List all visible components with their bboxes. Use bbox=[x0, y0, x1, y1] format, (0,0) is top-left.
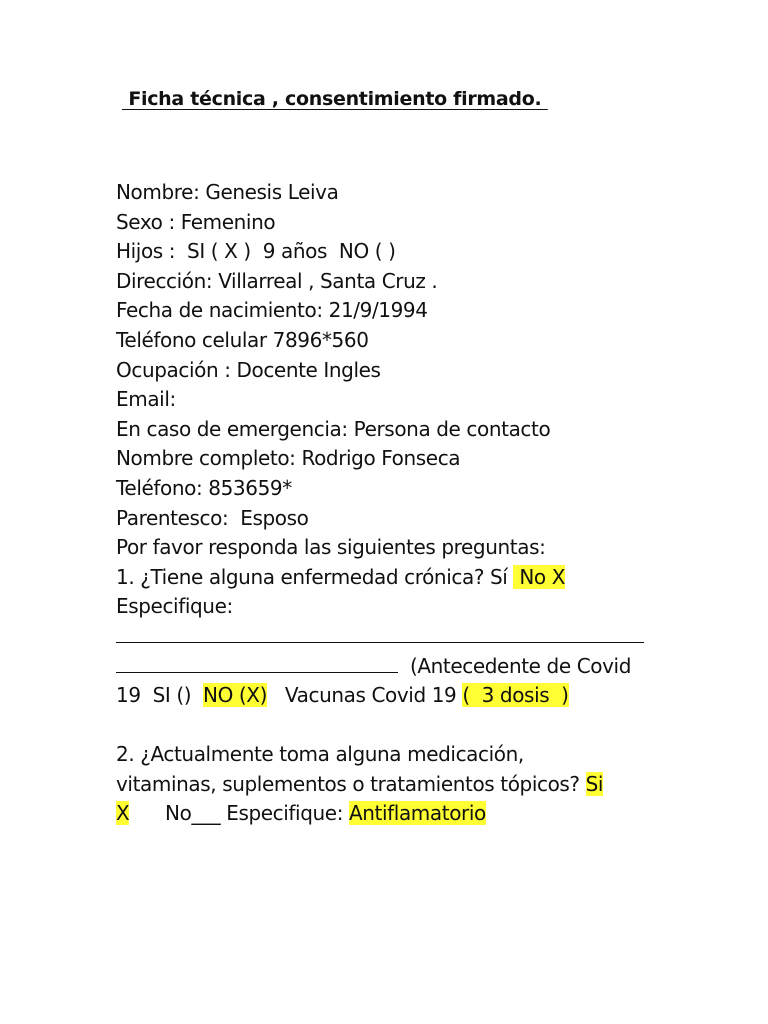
vacunas-answer: ( 3 dosis ) bbox=[462, 683, 569, 708]
field-fecha-nacimiento: Fecha de nacimiento: 21/9/1994 bbox=[116, 298, 428, 323]
field-hijos: Hijos : SI ( X ) 9 años NO ( ) bbox=[116, 239, 396, 264]
field-contacto-telefono: Teléfono: 853659* bbox=[116, 475, 292, 500]
question-2-line-1: 2. ¿Actualmente toma alguna medicación, bbox=[116, 742, 524, 767]
covid-line bbox=[116, 652, 656, 682]
covid-answer-line bbox=[116, 681, 656, 711]
field-sexo: Sexo : Femenino bbox=[116, 209, 276, 234]
document-title: Ficha técnica , consentimiento firmado. bbox=[122, 88, 548, 110]
covid-label: (Antecedente de Covid bbox=[404, 653, 631, 678]
question-1-text: 1. ¿Tiene alguna enfermedad crónica? Sí bbox=[116, 564, 514, 589]
covid-si: 19 SI () bbox=[116, 683, 204, 708]
question-2-line-2 bbox=[116, 770, 656, 800]
question-1-answer: No X bbox=[513, 564, 566, 589]
blank-rule-short bbox=[116, 652, 398, 673]
blank-rule bbox=[116, 622, 644, 643]
question-1 bbox=[116, 563, 656, 593]
field-parentesco: Parentesco: Esposo bbox=[116, 505, 309, 530]
question-2-line-3 bbox=[116, 799, 656, 829]
form-body bbox=[116, 178, 656, 829]
instruction-text: Por favor responda las siguientes preguntas: bbox=[116, 535, 546, 560]
field-contacto-nombre: Nombre completo: Rodrigo Fonseca bbox=[116, 446, 461, 471]
question-2-no-specify: No___ Especifique: bbox=[129, 801, 349, 826]
field-email: Email: bbox=[116, 387, 176, 412]
specify-blank-line bbox=[116, 622, 656, 652]
vacunas-label: Vacunas Covid 19 bbox=[267, 683, 463, 708]
question-1-specify: Especifique: bbox=[116, 594, 233, 619]
field-direccion: Dirección: Villarreal , Santa Cruz . bbox=[116, 268, 438, 293]
covid-answer: NO (X) bbox=[203, 683, 268, 708]
field-ocupacion: Ocupación : Docente Ingles bbox=[116, 357, 381, 382]
question-2-answer-x: X bbox=[116, 801, 130, 826]
spacer bbox=[116, 711, 656, 741]
question-2-specify-answer: Antiflamatorio bbox=[349, 801, 486, 826]
question-2-answer-si: Si bbox=[585, 771, 604, 796]
field-telefono-celular: Teléfono celular 7896*560 bbox=[116, 327, 369, 352]
field-nombre: Nombre: Genesis Leiva bbox=[116, 180, 339, 204]
field-emergencia: En caso de emergencia: Persona de contacto bbox=[116, 416, 551, 441]
question-2-text: vitaminas, suplementos o tratamientos tópicos? bbox=[116, 771, 586, 796]
